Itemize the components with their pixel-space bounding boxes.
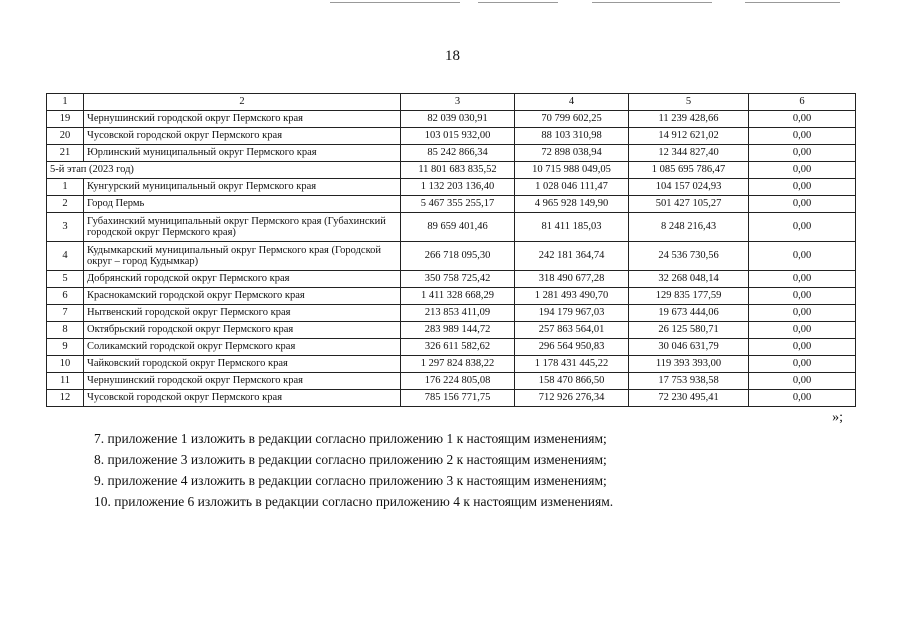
- header-cell: 3: [401, 94, 515, 111]
- amount-cell-c4: 318 490 677,28: [515, 271, 629, 288]
- scan-edge-line: [478, 2, 558, 3]
- row-number-cell: 7: [47, 305, 84, 322]
- amount-cell-c6: 0,00: [749, 288, 856, 305]
- amount-cell-c3: 213 853 411,09: [401, 305, 515, 322]
- amendment-item: 7. приложение 1 изложить в редакции согласно приложению 1 к настоящим изменениям;: [94, 431, 607, 446]
- amount-cell-c6: 0,00: [749, 322, 856, 339]
- municipality-name-cell: Чайковский городской округ Пермского края: [84, 356, 401, 373]
- municipality-name-cell: Юрлинский муниципальный округ Пермского края: [84, 145, 401, 162]
- amount-cell-c4: 81 411 185,03: [515, 213, 629, 242]
- row-number-cell: 2: [47, 196, 84, 213]
- amount-cell-c3: 785 156 771,75: [401, 390, 515, 407]
- row-number-cell: 10: [47, 356, 84, 373]
- row-number-cell: 5: [47, 271, 84, 288]
- amount-cell-c6: 0,00: [749, 213, 856, 242]
- table-row: [47, 322, 856, 339]
- amount-cell-c6: 0,00: [749, 196, 856, 213]
- table-row: [47, 288, 856, 305]
- header-cell: 6: [749, 94, 856, 111]
- amount-cell-c3: 89 659 401,46: [401, 213, 515, 242]
- amount-cell-c6: 0,00: [749, 271, 856, 288]
- amount-cell-c6: 0,00: [749, 111, 856, 128]
- amount-cell-c5: 501 427 105,27: [629, 196, 749, 213]
- amount-cell-c6: 0,00: [749, 242, 856, 271]
- stage-label-cell: 5-й этап (2023 год): [47, 162, 401, 179]
- row-number-cell: 21: [47, 145, 84, 162]
- header-cell: 4: [515, 94, 629, 111]
- amount-cell-c3: 1 411 328 668,29: [401, 288, 515, 305]
- row-number-cell: 11: [47, 373, 84, 390]
- amount-cell-c5: 24 536 730,56: [629, 242, 749, 271]
- amount-cell-c4: 1 028 046 111,47: [515, 179, 629, 196]
- municipality-name-cell: Чусовской городской округ Пермского края: [84, 390, 401, 407]
- amount-cell-c4: 158 470 866,50: [515, 373, 629, 390]
- amount-cell-c5: 32 268 048,14: [629, 271, 749, 288]
- amount-cell-c4: 70 799 602,25: [515, 111, 629, 128]
- amount-cell-c5: 1 085 695 786,47: [629, 162, 749, 179]
- municipality-name-cell: Добрянский городской округ Пермского края: [84, 271, 401, 288]
- amount-cell-c4: 257 863 564,01: [515, 322, 629, 339]
- amount-cell-c6: 0,00: [749, 145, 856, 162]
- amount-cell-c5: 14 912 621,02: [629, 128, 749, 145]
- amount-cell-c5: 8 248 216,43: [629, 213, 749, 242]
- amount-cell-c3: 103 015 932,00: [401, 128, 515, 145]
- amount-cell-c3: 326 611 582,62: [401, 339, 515, 356]
- municipality-name-cell: Чусовской городской округ Пермского края: [84, 128, 401, 145]
- amount-cell-c6: 0,00: [749, 128, 856, 145]
- amount-cell-c4: 1 281 493 490,70: [515, 288, 629, 305]
- amount-cell-c5: 72 230 495,41: [629, 390, 749, 407]
- page-number: 18: [445, 48, 460, 64]
- amount-cell-c3: 85 242 866,34: [401, 145, 515, 162]
- amount-cell-c4: 194 179 967,03: [515, 305, 629, 322]
- municipality-name-cell: Краснокамский городской округ Пермского края: [84, 288, 401, 305]
- budget-table: [46, 93, 856, 407]
- amount-cell-c3: 11 801 683 835,52: [401, 162, 515, 179]
- municipality-name-cell: Нытвенский городской округ Пермского края: [84, 305, 401, 322]
- amount-cell-c3: 82 039 030,91: [401, 111, 515, 128]
- amount-cell-c4: 4 965 928 149,90: [515, 196, 629, 213]
- municipality-name-cell: Октябрьский городской округ Пермского края: [84, 322, 401, 339]
- table-row: [47, 111, 856, 128]
- row-number-cell: 8: [47, 322, 84, 339]
- municipality-name-cell: Кунгурский муниципальный округ Пермского края: [84, 179, 401, 196]
- amount-cell-c4: 10 715 988 049,05: [515, 162, 629, 179]
- scan-edge-line: [592, 2, 712, 3]
- amendment-item: 10. приложение 6 изложить в редакции согласно приложению 4 к настоящим изменениям.: [94, 494, 614, 509]
- amount-cell-c3: 5 467 355 255,17: [401, 196, 515, 213]
- row-number-cell: 3: [47, 213, 84, 242]
- amount-cell-c6: 0,00: [749, 390, 856, 407]
- amount-cell-c5: 12 344 827,40: [629, 145, 749, 162]
- table-row: [47, 390, 856, 407]
- amount-cell-c5: 11 239 428,66: [629, 111, 749, 128]
- row-number-cell: 4: [47, 242, 84, 271]
- amount-cell-c6: 0,00: [749, 162, 856, 179]
- amount-cell-c5: 104 157 024,93: [629, 179, 749, 196]
- scan-edge-line: [330, 2, 460, 3]
- amount-cell-c6: 0,00: [749, 305, 856, 322]
- amount-cell-c3: 283 989 144,72: [401, 322, 515, 339]
- amount-cell-c3: 350 758 725,42: [401, 271, 515, 288]
- table-row: [47, 213, 856, 242]
- table-row: [47, 356, 856, 373]
- row-number-cell: 20: [47, 128, 84, 145]
- municipality-name-cell: Кудымкарский муниципальный округ Пермского края (Городской округ – город Кудымкар): [84, 242, 401, 271]
- amount-cell-c5: 19 673 444,06: [629, 305, 749, 322]
- table-row: [47, 162, 856, 179]
- row-number-cell: 6: [47, 288, 84, 305]
- municipality-name-cell: Губахинский муниципальный округ Пермского края (Губахинский городской округ Пермского края): [84, 213, 401, 242]
- table-row: [47, 179, 856, 196]
- amount-cell-c3: 1 132 203 136,40: [401, 179, 515, 196]
- amount-cell-c6: 0,00: [749, 356, 856, 373]
- row-number-cell: 1: [47, 179, 84, 196]
- amount-cell-c4: 242 181 364,74: [515, 242, 629, 271]
- table-row: [47, 339, 856, 356]
- table-row: [47, 145, 856, 162]
- amount-cell-c4: 1 178 431 445,22: [515, 356, 629, 373]
- amount-cell-c4: 712 926 276,34: [515, 390, 629, 407]
- amount-cell-c4: 88 103 310,98: [515, 128, 629, 145]
- amount-cell-c6: 0,00: [749, 339, 856, 356]
- municipality-name-cell: Чернушинский городской округ Пермского края: [84, 111, 401, 128]
- municipality-name-cell: Чернушинский городской округ Пермского края: [84, 373, 401, 390]
- amount-cell-c4: 296 564 950,83: [515, 339, 629, 356]
- table-row: [47, 242, 856, 271]
- amount-cell-c6: 0,00: [749, 179, 856, 196]
- closing-quote: »;: [832, 410, 843, 425]
- row-number-cell: 9: [47, 339, 84, 356]
- scan-edge-lines: [0, 0, 905, 6]
- table-row: [47, 305, 856, 322]
- amount-cell-c3: 176 224 805,08: [401, 373, 515, 390]
- amount-cell-c5: 119 393 393,00: [629, 356, 749, 373]
- table-row: [47, 271, 856, 288]
- amount-cell-c5: 129 835 177,59: [629, 288, 749, 305]
- row-number-cell: 19: [47, 111, 84, 128]
- amendment-paragraphs: [94, 428, 854, 512]
- municipality-name-cell: Город Пермь: [84, 196, 401, 213]
- header-cell: 5: [629, 94, 749, 111]
- table-body: [47, 94, 856, 407]
- table-row: [47, 196, 856, 213]
- amount-cell-c5: 17 753 938,58: [629, 373, 749, 390]
- amendment-item: 9. приложение 4 изложить в редакции согласно приложению 3 к настоящим изменениям;: [94, 473, 607, 488]
- table-row: [47, 373, 856, 390]
- table-header-row: [47, 94, 856, 111]
- municipality-name-cell: Соликамский городской округ Пермского края: [84, 339, 401, 356]
- amount-cell-c5: 26 125 580,71: [629, 322, 749, 339]
- amount-cell-c3: 266 718 095,30: [401, 242, 515, 271]
- amount-cell-c5: 30 046 631,79: [629, 339, 749, 356]
- amount-cell-c3: 1 297 824 838,22: [401, 356, 515, 373]
- amount-cell-c6: 0,00: [749, 373, 856, 390]
- amendment-item: 8. приложение 3 изложить в редакции согласно приложению 2 к настоящим изменениям;: [94, 452, 607, 467]
- amount-cell-c4: 72 898 038,94: [515, 145, 629, 162]
- header-cell: 2: [84, 94, 401, 111]
- row-number-cell: 12: [47, 390, 84, 407]
- scan-edge-line: [745, 2, 840, 3]
- table-row: [47, 128, 856, 145]
- header-cell: 1: [47, 94, 84, 111]
